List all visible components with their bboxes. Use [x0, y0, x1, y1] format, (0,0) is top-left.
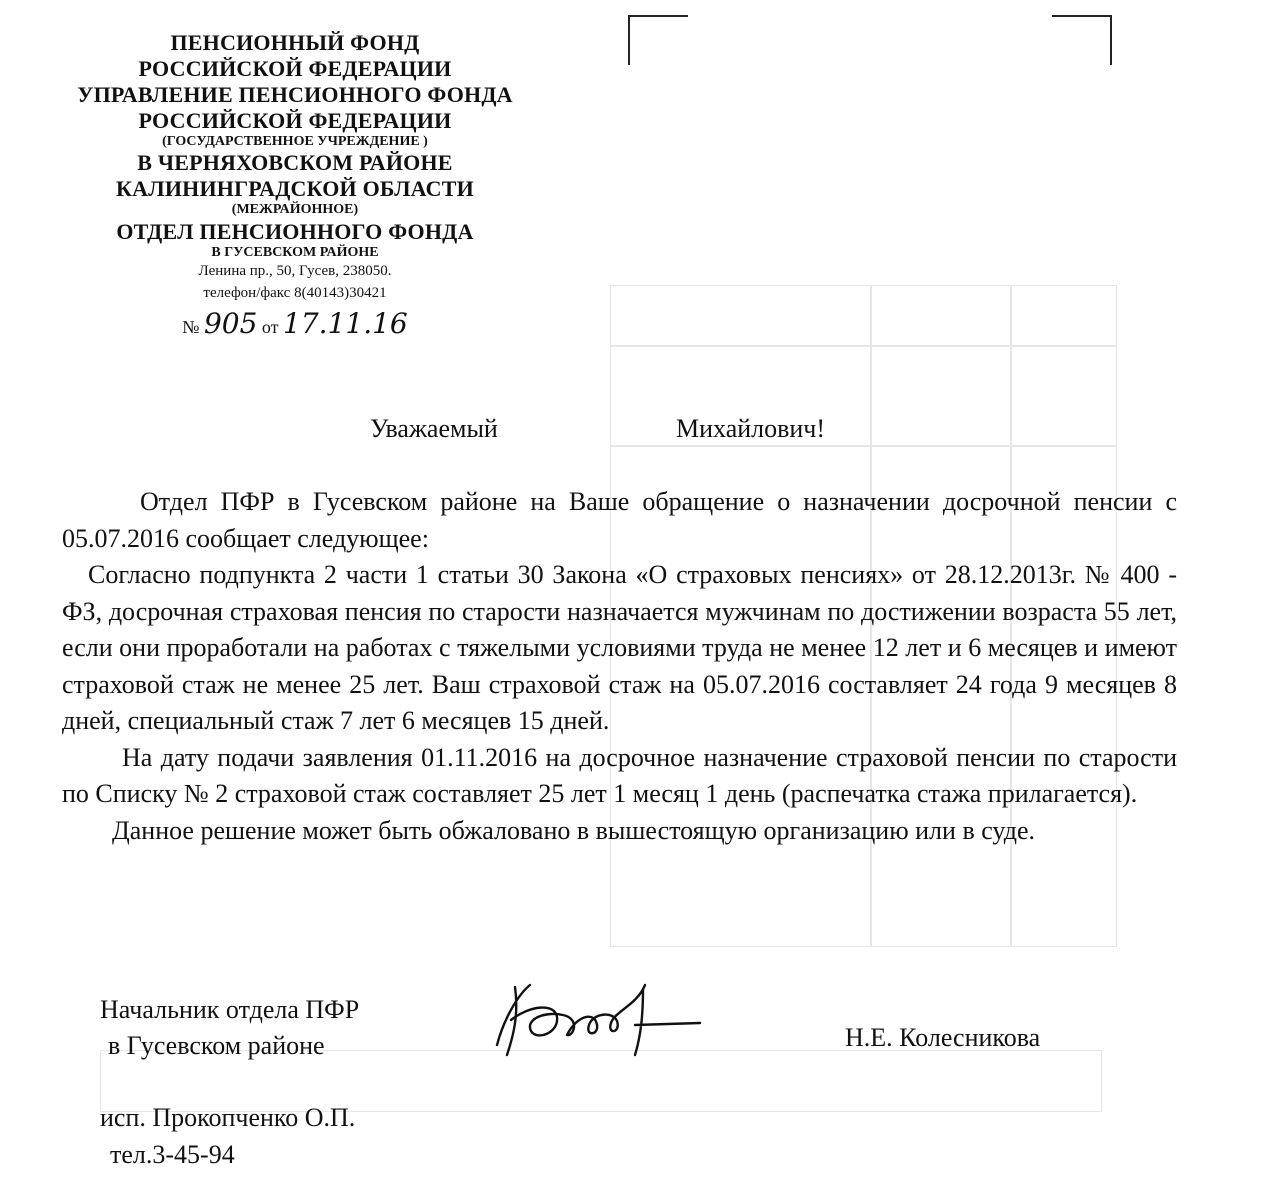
body-paragraph: Данное решение может быть обжаловано в вышестоящую организацию или в суде. [112, 815, 1036, 845]
address-corner-right [1052, 15, 1112, 65]
org-name-line: РОССИЙСКОЙ ФЕДЕРАЦИИ [138, 107, 452, 133]
org-type-line: (МЕЖРАЙОННОЕ) [231, 202, 359, 218]
org-name-line: В ЧЕРНЯХОВСКОМ РАЙОНЕ [137, 150, 453, 176]
body-paragraph: Согласно подпункта 2 части 1 статьи 30 Закона «О страховых пенсиях» от 28.12.2013г. № 400 - ФЗ, досрочная страховая пенсия по старости назначается мужчинам по достижении возраста 55 лет, если они проработали на работах с тяжелыми условиями труда не менее 12 лет и 6 месяцев и имеют страховой стаж не менее 25 лет. Ваш страховой стаж на 05.07.2016 составляет 24 года 9 месяцев 8 дней, специальный стаж 7 лет 6 месяцев 15 дней. [62, 560, 1177, 735]
date-value: 17.11.16 [283, 306, 408, 340]
signatory-position [100, 992, 359, 1064]
salutation-patronymic: Михайлович! [676, 414, 826, 443]
department-name: ОТДЕЛ ПЕНСИОННОГО ФОНДА [116, 218, 474, 244]
number-label: № [182, 316, 200, 337]
org-name-line: РОССИЙСКОЙ ФЕДЕРАЦИИ [138, 55, 452, 81]
body-paragraph: На дату подачи заявления 01.11.2016 на досрочное назначение страховой пенсии по старости по Списку № 2 страховой стаж составляет 25 лет 1 месяц 1 день (распечатка стажа прилагается). [62, 742, 1177, 808]
org-name-line: УПРАВЛЕНИЕ ПЕНСИОННОГО ФОНДА [77, 81, 513, 107]
signatory-name: Н.Е. Колесникова [845, 1023, 1041, 1052]
org-type-line: (ГОСУДАРСТВЕННОЕ УЧРЕЖДЕНИЕ ) [162, 133, 428, 149]
executor-name: исп. Прокопченко О.П. [100, 1103, 356, 1132]
body-paragraph: Отдел ПФР в Гусевском районе на Ваше обращение о назначении досрочной пенсии с 05.07.2016 сообщает следующее: [62, 487, 1177, 553]
letter-body [62, 484, 1177, 849]
position-line: Начальник отдела ПФР [100, 995, 360, 1024]
department-district: В ГУСЕВСКОМ РАЙОНЕ [211, 244, 379, 260]
date-label: от [261, 316, 279, 337]
salutation-greeting: Уважаемый [370, 414, 498, 443]
position-line: в Гусевском районе [108, 1031, 325, 1060]
address-corner-left [628, 15, 688, 65]
org-name-line: ПЕНСИОННЫЙ ФОНД [170, 30, 420, 55]
org-name-line: КАЛИНИНГРАДСКОЙ ОБЛАСТИ [116, 176, 474, 202]
outgoing-number [40, 307, 550, 340]
number-value: 905 [203, 306, 258, 340]
org-phone: телефон/факс 8(40143)30421 [203, 284, 387, 301]
letterhead [40, 30, 550, 340]
org-address: Ленина пр., 50, Гусев, 238050. [198, 263, 392, 280]
executor-phone: тел.3-45-94 [110, 1140, 235, 1169]
handwritten-signature [485, 975, 715, 1065]
